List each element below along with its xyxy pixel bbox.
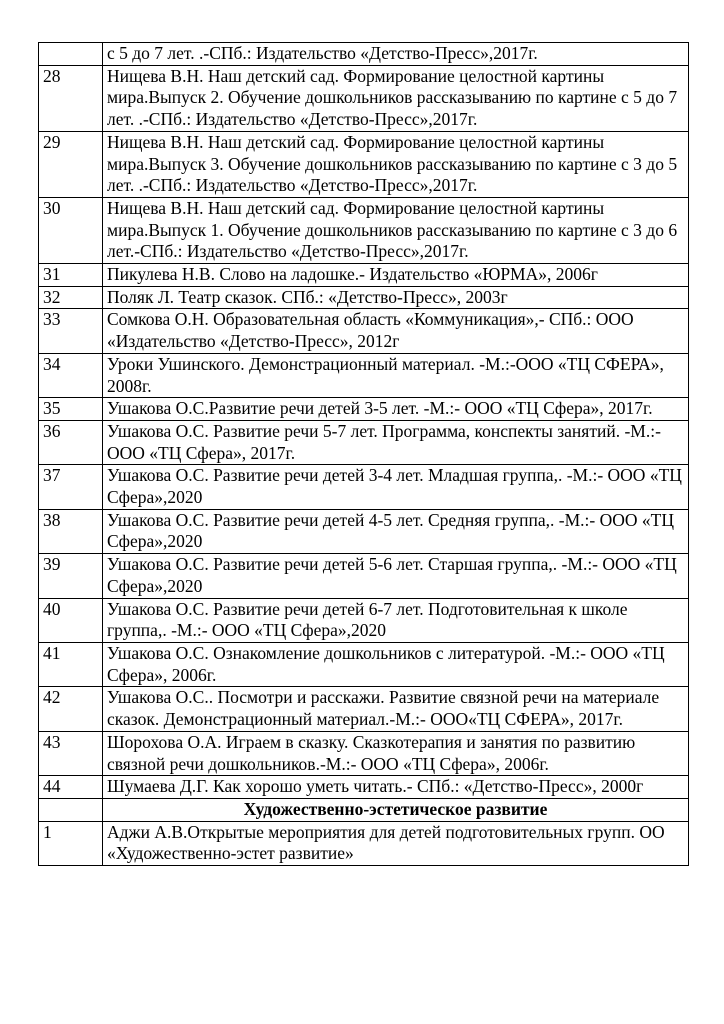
section-header-row	[39, 798, 689, 821]
table-row	[39, 642, 689, 686]
table-row	[39, 131, 689, 197]
section-number-cell	[39, 798, 103, 821]
row-number: 35	[39, 398, 103, 421]
table-row	[39, 197, 689, 263]
row-text: Уроки Ушинского. Демонстрационный материал. -М.:-ООО «ТЦ СФЕРА», 2008г.	[103, 353, 689, 397]
table-row	[39, 286, 689, 309]
row-text: с 5 до 7 лет. .-СПб.: Издательство «Детство-Пресс»,2017г.	[103, 43, 689, 66]
table-row	[39, 420, 689, 464]
row-number: 39	[39, 554, 103, 598]
table-row	[39, 398, 689, 421]
row-number: 33	[39, 309, 103, 353]
table-row	[39, 309, 689, 353]
row-number: 36	[39, 420, 103, 464]
row-text: Нищева В.Н. Наш детский сад. Формирование целостной картины мира.Выпуск 1. Обучение дошкольников рассказыванию по картине с 3 до 6 лет.-СПб.: Издательство «Детство-Пресс»,2017г.	[103, 197, 689, 263]
row-text: Ушакова О.С.Развитие речи детей 3-5 лет. -М.:- ООО «ТЦ Сфера», 2017г.	[103, 398, 689, 421]
row-number: 44	[39, 776, 103, 799]
row-text: Сомкова О.Н. Образовательная область «Коммуникация»,- СПб.: ООО «Издательство «Детство-Пресс», 2012г	[103, 309, 689, 353]
row-text: Ушакова О.С. Развитие речи детей 3-4 лет. Младшая группа,. -М.:- ООО «ТЦ Сфера»,2020	[103, 465, 689, 509]
bibliography-table-body	[39, 43, 689, 866]
section-title: Художественно-эстетическое развитие	[103, 798, 689, 821]
table-row	[39, 65, 689, 131]
row-number: 37	[39, 465, 103, 509]
row-text: Ушакова О.С.. Посмотри и расскажи. Развитие связной речи на материале сказок. Демонстрационный материал.-М.:- ООО«ТЦ СФЕРА», 2017г.	[103, 687, 689, 731]
table-row	[39, 43, 689, 66]
table-row	[39, 731, 689, 775]
row-text: Нищева В.Н. Наш детский сад. Формирование целостной картины мира.Выпуск 3. Обучение дошкольников рассказыванию по картине с 3 до 5 лет. .-СПб.: Издательство «Детство-Пресс»,2017г.	[103, 131, 689, 197]
row-text: Пикулева Н.В. Слово на ладошке.- Издательство «ЮРМА», 2006г	[103, 264, 689, 287]
row-text: Аджи А.В.Открытые мероприятия для детей подготовительных групп. ОО «Художественно-эстет развитие»	[103, 821, 689, 865]
row-text: Шумаева Д.Г. Как хорошо уметь читать.- СПб.: «Детство-Пресс», 2000г	[103, 776, 689, 799]
row-text: Ушакова О.С. Развитие речи детей 5-6 лет. Старшая группа,. -М.:- ООО «ТЦ Сфера»,2020	[103, 554, 689, 598]
row-number: 29	[39, 131, 103, 197]
row-number	[39, 43, 103, 66]
row-number: 41	[39, 642, 103, 686]
row-number: 42	[39, 687, 103, 731]
row-number: 32	[39, 286, 103, 309]
row-number: 1	[39, 821, 103, 865]
row-text: Поляк Л. Театр сказок. СПб.: «Детство-Пресс», 2003г	[103, 286, 689, 309]
table-row	[39, 264, 689, 287]
row-number: 34	[39, 353, 103, 397]
row-number: 38	[39, 509, 103, 553]
row-number: 30	[39, 197, 103, 263]
row-number: 31	[39, 264, 103, 287]
row-number: 28	[39, 65, 103, 131]
table-row	[39, 465, 689, 509]
row-number: 43	[39, 731, 103, 775]
table-row	[39, 353, 689, 397]
row-number: 40	[39, 598, 103, 642]
table-row	[39, 598, 689, 642]
table-row	[39, 554, 689, 598]
row-text: Ушакова О.С. Развитие речи детей 4-5 лет. Средняя группа,. -М.:- ООО «ТЦ Сфера»,2020	[103, 509, 689, 553]
table-row	[39, 821, 689, 865]
table-row	[39, 509, 689, 553]
bibliography-table	[38, 42, 689, 866]
table-row	[39, 687, 689, 731]
row-text: Шорохова О.А. Играем в сказку. Сказкотерапия и занятия по развитию связной речи дошкольников.-М.:- ООО «ТЦ Сфера», 2006г.	[103, 731, 689, 775]
row-text: Ушакова О.С. Развитие речи 5-7 лет. Программа, конспекты занятий. -М.:- ООО «ТЦ Сфера», 2017г.	[103, 420, 689, 464]
row-text: Нищева В.Н. Наш детский сад. Формирование целостной картины мира.Выпуск 2. Обучение дошкольников рассказыванию по картине с 5 до 7 лет. .-СПб.: Издательство «Детство-Пресс»,2017г.	[103, 65, 689, 131]
table-row	[39, 776, 689, 799]
row-text: Ушакова О.С. Развитие речи детей 6-7 лет. Подготовительная к школе группа,. -М.:- ООО «ТЦ Сфера»,2020	[103, 598, 689, 642]
row-text: Ушакова О.С. Ознакомление дошкольников с литературой. -М.:- ООО «ТЦ Сфера», 2006г.	[103, 642, 689, 686]
